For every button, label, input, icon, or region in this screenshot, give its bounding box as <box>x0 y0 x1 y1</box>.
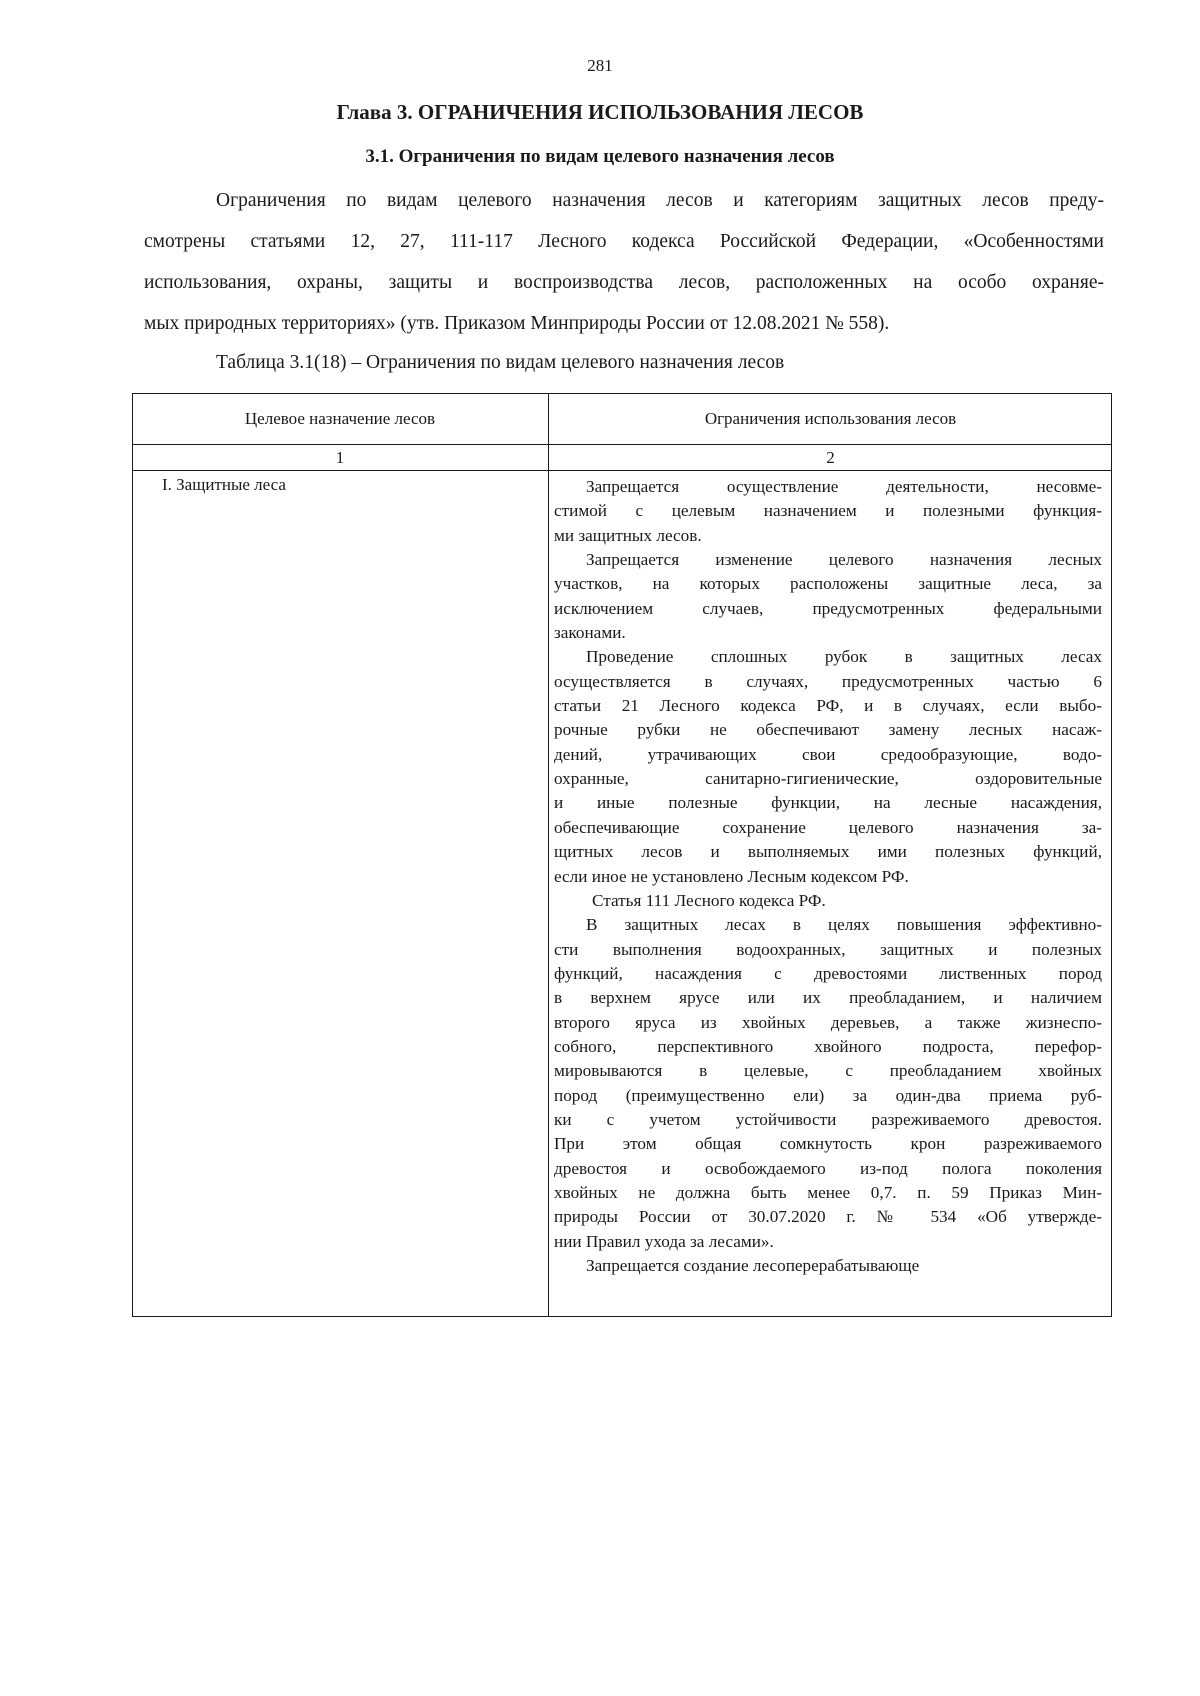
section-title: 3.1. Ограничения по видам целевого назначения лесов <box>365 146 835 167</box>
column-number-1: 1 <box>335 448 345 467</box>
header-purpose: Целевое назначение лесов <box>244 409 436 428</box>
restriction-line: нии Правил ухода за лесами». <box>554 1231 774 1251</box>
header-restrictions: Ограничения использования лесов <box>704 409 957 428</box>
intro-paragraph <box>144 180 1104 344</box>
intro-line: мых природных территориях» (утв. Приказом Минприроды России от 12.08.2021 № 558). <box>144 313 890 334</box>
restriction-line: Проведение сплошных рубок в защитных лесах <box>586 647 1102 667</box>
restriction-line: обеспечивающие сохранение целевого назначения за- <box>554 817 1102 837</box>
restriction-line: В защитных лесах в целях повышения эффективно- <box>586 915 1102 935</box>
column-divider <box>548 393 549 1317</box>
restriction-line: участков, на которых расположены защитные леса, за <box>554 574 1102 594</box>
cell-restrictions <box>554 475 1102 1278</box>
restriction-line: При этом общая сомкнутость крон разреживаемого <box>554 1134 1102 1154</box>
restriction-line: законами. <box>554 623 626 643</box>
restriction-line: Запрещается осуществление деятельности, несовме- <box>586 477 1102 496</box>
restriction-line: ми защитных лесов. <box>554 525 702 545</box>
column-number-2: 2 <box>826 448 835 467</box>
restriction-line: мировываются в целевые, с преобладанием хвойных <box>554 1061 1102 1081</box>
restrictions-table <box>132 393 1112 1317</box>
restriction-line: собного, перспективного хвойного подроста, перефор- <box>554 1036 1102 1056</box>
restriction-line: Статья 111 Лесного кодекса РФ. <box>592 890 826 910</box>
restriction-line: исключением случаев, предусмотренных федеральными <box>554 598 1102 618</box>
restriction-line: в верхнем ярусе или их преобладанием, и наличием <box>554 988 1102 1008</box>
restriction-line: сти выполнения водоохранных, защитных и полезных <box>554 939 1102 959</box>
restriction-line: пород (преимущественно ели) за один-два приема руб- <box>554 1085 1102 1105</box>
restriction-line: хвойных не должна быть менее 0,7. п. 59 Приказ Мин- <box>554 1182 1102 1202</box>
chapter-title: Глава 3. ОГРАНИЧЕНИЯ ИСПОЛЬЗОВАНИЯ ЛЕСОВ <box>336 100 864 124</box>
restriction-line: если иное не установлено Лесным кодексом РФ. <box>554 866 909 886</box>
restriction-line: и иные полезные функции, на лесные насаждения, <box>554 793 1102 813</box>
restriction-line: природы России от 30.07.2020 г. № 534 «Об утвержде- <box>554 1207 1102 1227</box>
cell-purpose: I. Защитные леса <box>162 475 286 494</box>
restriction-line: рочные рубки не обеспечивают замену лесных насаж- <box>554 720 1102 740</box>
restriction-line: Запрещается изменение целевого назначения лесных <box>586 550 1102 570</box>
restriction-line: второго яруса из хвойных деревьев, а также жизнеспо- <box>554 1012 1102 1032</box>
restriction-line: статьи 21 Лесного кодекса РФ, и в случаях, если выбо- <box>554 696 1102 716</box>
restriction-line: стимой с целевым назначением и полезными функция- <box>554 501 1102 521</box>
intro-line: использования, охраны, защиты и воспроизводства лесов, расположенных на особо охраняе- <box>144 272 1104 293</box>
restriction-line: Запрещается создание лесоперерабатывающе <box>586 1256 920 1275</box>
restriction-line: охранные, санитарно-гигиенические, оздоровительные <box>554 769 1102 789</box>
restriction-line: ки с учетом устойчивости разреживаемого древостоя. <box>554 1109 1102 1129</box>
numbers-divider <box>132 470 1112 471</box>
page-number: 281 <box>587 56 613 75</box>
intro-line: смотрены статьями 12, 27, 111-117 Лесного кодекса Российской Федерации, «Особенностями <box>144 231 1104 252</box>
restriction-line: дений, утрачивающих свои средообразующие, водо- <box>554 744 1102 764</box>
intro-line: Ограничения по видам целевого назначения лесов и категориям защитных лесов преду- <box>216 190 1104 211</box>
restriction-line: функций, насаждения с древостоями лиственных пород <box>554 963 1102 983</box>
table-caption: Таблица 3.1(18) – Ограничения по видам целевого назначения лесов <box>216 352 785 373</box>
restriction-line: древостоя и освобождаемого из-под полога поколения <box>554 1158 1102 1178</box>
restriction-line: осуществляется в случаях, предусмотренных частью 6 <box>554 671 1102 691</box>
restriction-line: щитных лесов и выполняемых ими полезных функций, <box>554 842 1102 862</box>
